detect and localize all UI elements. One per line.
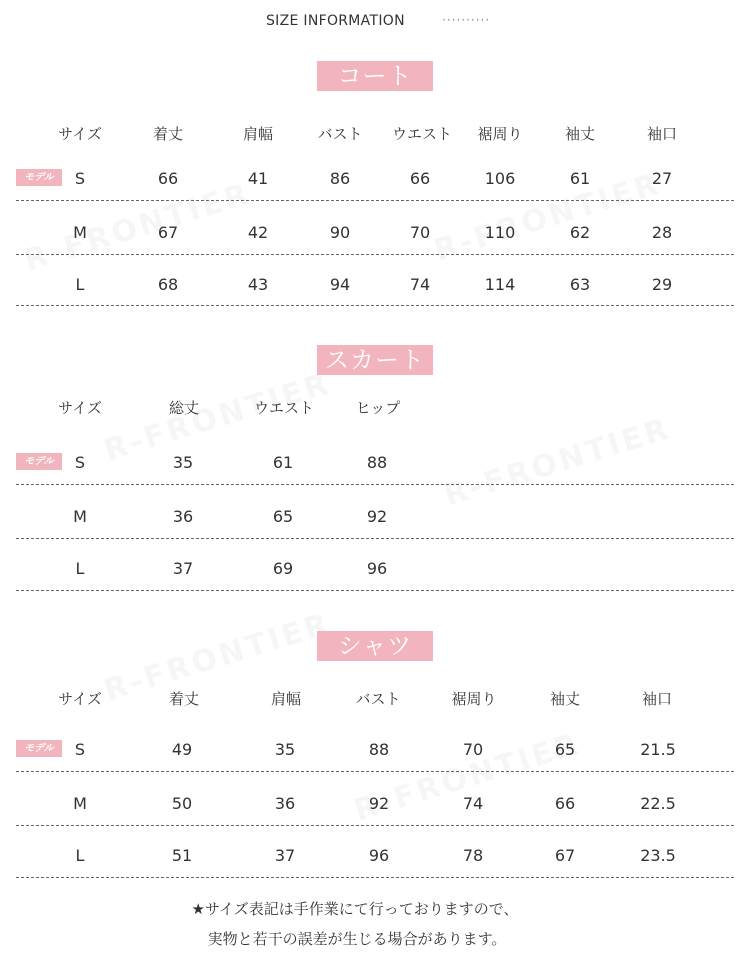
size-cell: M <box>73 794 87 813</box>
value-cell: 69 <box>272 559 294 578</box>
value-cell: 92 <box>366 507 388 526</box>
coat-header-bust: バスト <box>317 125 363 143</box>
value-cell: 68 <box>157 275 179 294</box>
value-cell: 29 <box>651 275 673 294</box>
shirt-header-sleeve-length: 袖丈 <box>549 690 581 708</box>
value-cell: 67 <box>157 223 179 242</box>
row-divider <box>16 590 734 591</box>
value-cell: 35 <box>172 453 194 472</box>
size-information-heading: SIZE INFORMATION <box>266 13 405 29</box>
size-cell: S <box>74 169 86 188</box>
value-cell: 94 <box>329 275 351 294</box>
value-cell: 61 <box>569 169 591 188</box>
value-cell: 88 <box>368 740 390 759</box>
value-cell: 37 <box>274 846 296 865</box>
model-size-badge: モデル <box>16 740 62 757</box>
coat-header-waist: ウエスト <box>391 125 453 143</box>
value-cell: 35 <box>274 740 296 759</box>
value-cell: 49 <box>171 740 193 759</box>
value-cell: 110 <box>484 223 516 242</box>
value-cell: 36 <box>274 794 296 813</box>
size-cell: S <box>74 453 86 472</box>
value-cell: 88 <box>366 453 388 472</box>
value-cell: 92 <box>368 794 390 813</box>
value-cell: 27 <box>651 169 673 188</box>
row-divider <box>16 825 734 826</box>
value-cell: 43 <box>247 275 269 294</box>
row-divider <box>16 538 734 539</box>
shirt-header-hem: 裾周り <box>451 690 497 708</box>
skirt-header-hip: ヒップ <box>355 399 401 417</box>
shirt-header-bust: バスト <box>355 690 401 708</box>
value-cell: 21.5 <box>640 740 676 759</box>
value-cell: 70 <box>462 740 484 759</box>
row-divider <box>16 200 734 201</box>
value-cell: 65 <box>554 740 576 759</box>
value-cell: 67 <box>554 846 576 865</box>
skirt-header-size: サイズ <box>58 399 102 417</box>
row-divider <box>16 877 734 878</box>
value-cell: 41 <box>247 169 269 188</box>
value-cell: 90 <box>329 223 351 242</box>
skirt-header-waist: ウエスト <box>253 399 315 417</box>
value-cell: 106 <box>484 169 516 188</box>
size-disclaimer-line-1: ★サイズ表記は手作業にて行っておりますので、 <box>191 900 519 918</box>
value-cell: 23.5 <box>640 846 676 865</box>
value-cell: 62 <box>569 223 591 242</box>
skirt-section-title: スカート <box>317 345 433 375</box>
value-cell: 74 <box>462 794 484 813</box>
value-cell: 86 <box>329 169 351 188</box>
coat-header-size: サイズ <box>58 125 102 143</box>
header-dotted-line: ·········· <box>442 13 491 27</box>
value-cell: 66 <box>157 169 179 188</box>
value-cell: 78 <box>462 846 484 865</box>
value-cell: 96 <box>366 559 388 578</box>
value-cell: 70 <box>409 223 431 242</box>
row-divider <box>16 484 734 485</box>
model-size-badge: モデル <box>16 453 62 470</box>
size-cell: S <box>74 740 86 759</box>
coat-section-title: コート <box>317 61 433 91</box>
coat-header-shoulder: 肩幅 <box>242 125 274 143</box>
value-cell: 42 <box>247 223 269 242</box>
value-cell: 114 <box>484 275 516 294</box>
value-cell: 51 <box>171 846 193 865</box>
row-divider <box>16 254 734 255</box>
value-cell: 96 <box>368 846 390 865</box>
value-cell: 28 <box>651 223 673 242</box>
coat-header-cuff: 袖口 <box>646 125 678 143</box>
value-cell: 50 <box>171 794 193 813</box>
coat-header-hem: 裾周り <box>477 125 523 143</box>
model-size-badge: モデル <box>16 169 62 186</box>
coat-header-sleeve-length: 袖丈 <box>564 125 596 143</box>
shirt-header-shoulder: 肩幅 <box>270 690 302 708</box>
coat-header-length: 着丈 <box>152 125 184 143</box>
value-cell: 74 <box>409 275 431 294</box>
size-cell: L <box>75 559 85 578</box>
value-cell: 63 <box>569 275 591 294</box>
watermark <box>440 411 675 513</box>
shirt-section-title: シャツ <box>317 631 433 661</box>
value-cell: 66 <box>554 794 576 813</box>
value-cell: 22.5 <box>640 794 676 813</box>
value-cell: 66 <box>409 169 431 188</box>
shirt-header-length: 着丈 <box>168 690 200 708</box>
watermark <box>20 176 255 278</box>
size-cell: L <box>75 846 85 865</box>
skirt-header-total-length: 総丈 <box>168 399 200 417</box>
value-cell: 61 <box>272 453 294 472</box>
shirt-header-size: サイズ <box>58 690 102 708</box>
row-divider <box>16 305 734 306</box>
size-disclaimer-line-2: 実物と若干の誤差が生じる場合があります。 <box>207 930 507 948</box>
shirt-header-cuff: 袖口 <box>641 690 673 708</box>
size-cell: M <box>73 507 87 526</box>
value-cell: 36 <box>172 507 194 526</box>
size-cell: L <box>75 275 85 294</box>
value-cell: 37 <box>172 559 194 578</box>
value-cell: 65 <box>272 507 294 526</box>
row-divider <box>16 771 734 772</box>
size-cell: M <box>73 223 87 242</box>
